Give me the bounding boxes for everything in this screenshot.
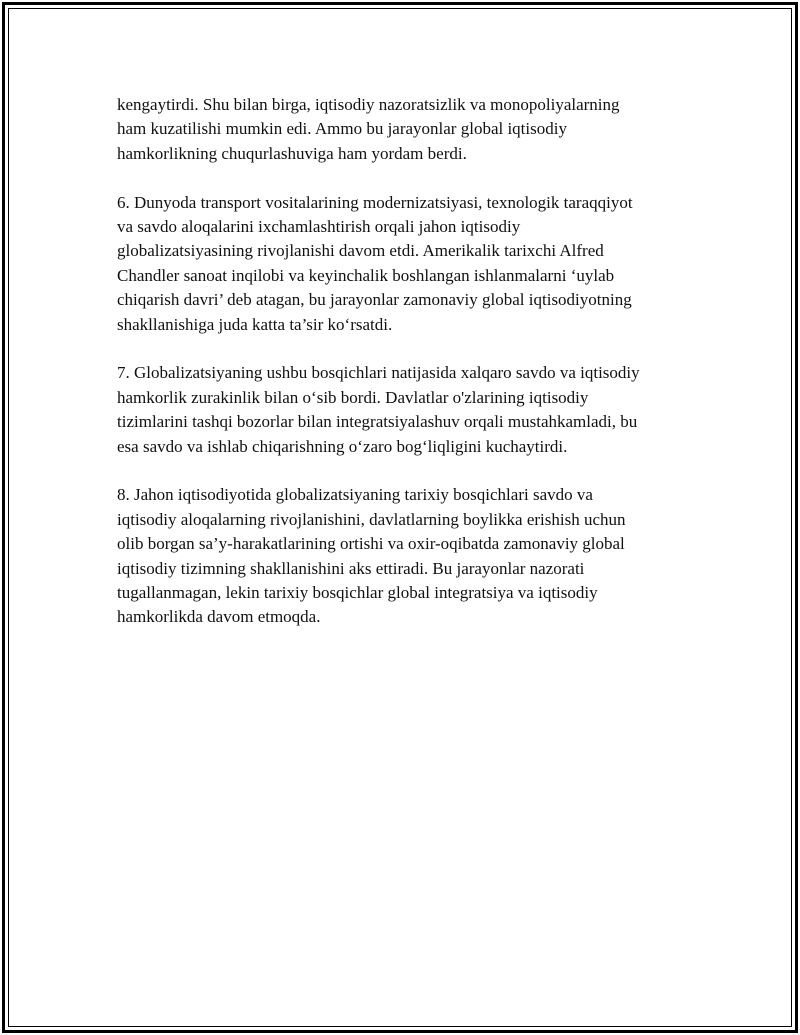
text-line: esa savdo va ishlab chiqarishning o‘zaro bog‘liqligini kuchaytirdi. (117, 436, 568, 456)
text-line: ham kuzatilishi mumkin edi. Ammo bu jarayonlar global iqtisodiy (117, 119, 567, 139)
text-line: chiqarish davri’ deb atagan, bu jarayonlar zamonaviy global iqtisodiyotning (117, 290, 632, 310)
text-line: iqtisodiy tizimning shakllanishini aks ettiradi. Bu jarayonlar nazorati (117, 558, 585, 578)
text-line: hamkorlikda davom etmoqda. (117, 607, 321, 627)
text-line: tizimlarini tashqi bozorlar bilan integratsiyalashuv orqali mustahkamladi, bu (117, 412, 638, 432)
text-line: 7. Globalizatsiyaning ushbu bosqichlari natijasida xalqaro savdo va iqtisodiy (117, 363, 640, 383)
text-line: Chandler sanoat inqilobi va keyinchalik boshlangan ishlanmalarni ‘uylab (117, 265, 615, 285)
text-line: hamkorlik zurakinlik bilan o‘sib bordi. Davlatlar o'zlarining iqtisodiy (117, 387, 589, 407)
text-line: 6. Dunyoda transport vositalarining modernizatsiyasi, texnologik taraqqiyot (117, 192, 633, 212)
paragraph-6 (117, 191, 692, 337)
text-line: va savdo aloqalarini ixchamlashtirish orqali jahon iqtisodiy (117, 217, 521, 237)
paragraph-8 (117, 483, 692, 629)
text-line: hamkorlikning chuqurlashuviga ham yordam berdi. (117, 143, 467, 163)
text-line: olib borgan sa’y-harakatlarining ortishi va oxir-oqibatda zamonaviy global (117, 534, 625, 554)
text-line: tugallanmagan, lekin tarixiy bosqichlar global integratsiya va iqtisodiy (117, 583, 598, 603)
text-line: globalizatsiyasining rivojlanishi davom etdi. Amerikalik tarixchi Alfred (117, 241, 604, 261)
paragraph-continuation (117, 93, 692, 166)
text-line: shakllanishiga juda katta ta’sir ko‘rsatdi. (117, 314, 393, 334)
paragraph-7 (117, 361, 692, 459)
text-line: kengaytirdi. Shu bilan birga, iqtisodiy nazoratsizlik va monopoliyalarning (117, 95, 620, 114)
text-line: 8. Jahon iqtisodiyotida globalizatsiyaning tarixiy bosqichlari savdo va (117, 485, 593, 505)
text-line: iqtisodiy aloqalarning rivojlanishini, davlatlarning boylikka erishish uchun (117, 509, 626, 529)
document-body (117, 93, 692, 654)
